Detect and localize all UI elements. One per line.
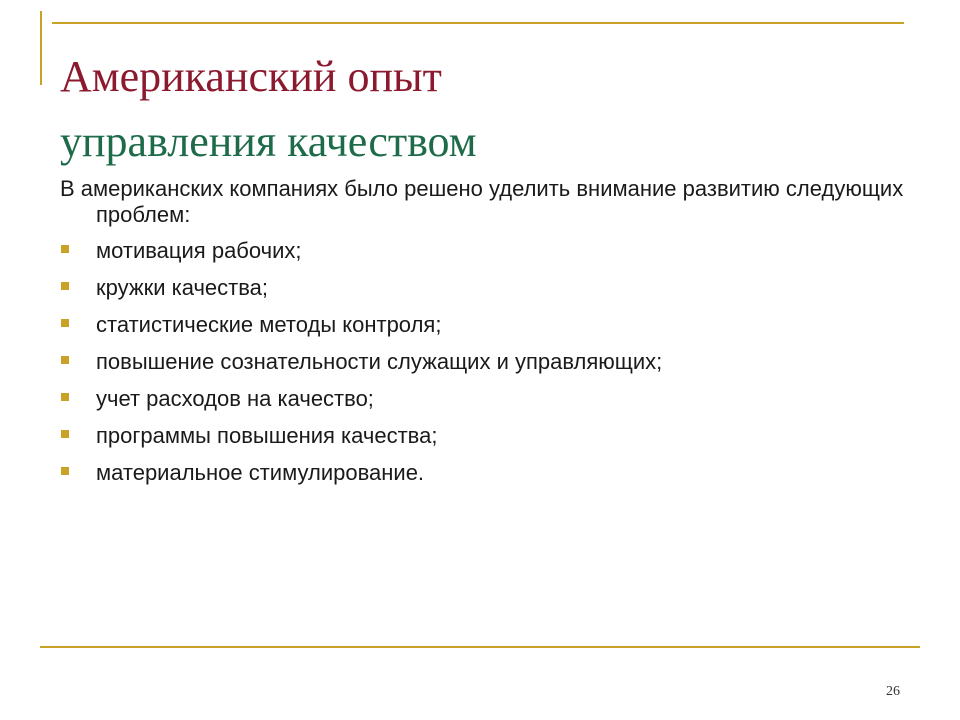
title-line-2: управления качеством bbox=[60, 117, 477, 166]
list-item-text: материальное стимулирование. bbox=[96, 460, 425, 485]
square-bullet-icon bbox=[61, 356, 69, 364]
list-item bbox=[60, 312, 920, 338]
slide-title bbox=[60, 44, 477, 174]
list-item bbox=[60, 275, 920, 301]
list-item bbox=[60, 349, 920, 375]
list-item bbox=[60, 423, 920, 449]
square-bullet-icon bbox=[61, 319, 69, 327]
list-item-text: статистические методы контроля; bbox=[96, 312, 442, 337]
square-bullet-icon bbox=[61, 245, 69, 253]
slide-body bbox=[60, 176, 920, 497]
list-item-text: учет расходов на качество; bbox=[96, 386, 374, 411]
bottom-divider bbox=[40, 646, 920, 648]
list-item-text: повышение сознательности служащих и управляющих; bbox=[96, 349, 663, 374]
problem-list bbox=[60, 238, 920, 486]
square-bullet-icon bbox=[61, 430, 69, 438]
list-item bbox=[60, 238, 920, 264]
left-divider bbox=[40, 11, 42, 85]
square-bullet-icon bbox=[61, 467, 69, 475]
list-item-text: мотивация рабочих; bbox=[96, 238, 302, 263]
square-bullet-icon bbox=[61, 393, 69, 401]
top-divider bbox=[52, 22, 904, 24]
page-number: 26 bbox=[886, 684, 900, 699]
list-item-text: программы повышения качества; bbox=[96, 423, 438, 448]
list-item-text: кружки качества; bbox=[96, 275, 269, 300]
list-item bbox=[60, 386, 920, 412]
square-bullet-icon bbox=[61, 282, 69, 290]
title-line-1: Американский опыт bbox=[60, 52, 442, 101]
list-item bbox=[60, 460, 920, 486]
intro-text: В американских компаниях было решено уделить внимание развитию следующих проблем: bbox=[60, 176, 904, 227]
